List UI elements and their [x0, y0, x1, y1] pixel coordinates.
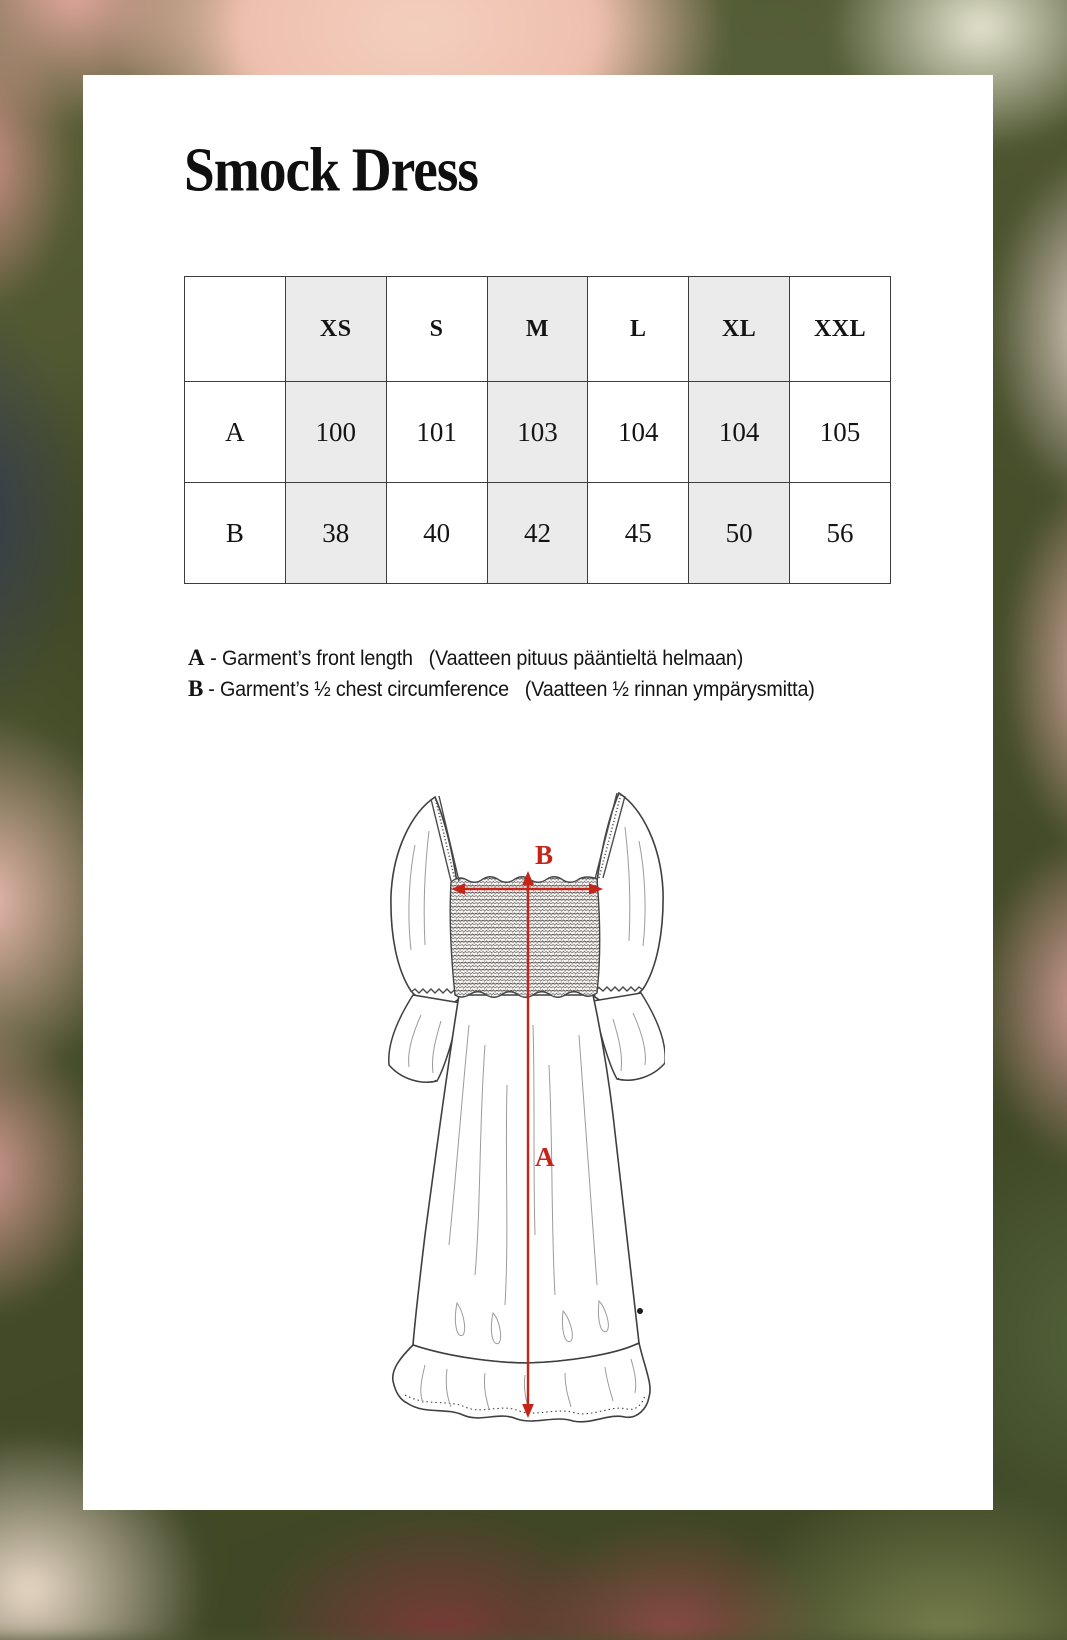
dress-sleeve-right: [591, 793, 665, 1080]
legend-key-a: A: [188, 645, 205, 670]
size-header-xl: XL: [689, 277, 790, 382]
table-row-a: [185, 382, 891, 483]
legend-text-a: - Garment’s front length (Vaatteen pituus pääntieltä helmaan): [204, 647, 743, 670]
legend-text-b: - Garment’s ½ chest circumference (Vaatteen ½ rinnan ympärysmitta): [203, 678, 815, 701]
size-header-l: L: [588, 277, 689, 382]
size-table-header-row: [185, 277, 891, 382]
table-corner-cell: [185, 277, 286, 382]
seam-dot: [637, 1308, 643, 1314]
cell-b-xxl: 56: [790, 483, 891, 584]
dress-straps: [431, 793, 625, 881]
cell-a-m: 103: [487, 382, 588, 483]
cell-b-m: 42: [487, 483, 588, 584]
legend-key-b: B: [188, 676, 204, 701]
dress-technical-drawing: [385, 785, 665, 1425]
size-header-m: M: [487, 277, 588, 382]
measurement-legend: [188, 645, 854, 707]
cell-a-xl: 104: [689, 382, 790, 483]
row-label-a: A: [185, 382, 286, 483]
size-table: [184, 276, 891, 584]
size-header-xs: XS: [285, 277, 386, 382]
legend-line-a: [188, 645, 854, 676]
legend-line-b: [188, 676, 854, 707]
page-title: Smock Dress: [184, 135, 478, 205]
diagram-label-a: A: [535, 1142, 555, 1172]
row-label-b: B: [185, 483, 286, 584]
cell-a-l: 104: [588, 382, 689, 483]
cell-a-xxl: 105: [790, 382, 891, 483]
dress-bodice: [450, 877, 599, 998]
size-chart-sheet: [83, 75, 993, 1510]
cell-a-s: 101: [386, 382, 487, 483]
diagram-label-b: B: [535, 840, 554, 870]
cell-b-l: 45: [588, 483, 689, 584]
size-header-s: S: [386, 277, 487, 382]
size-header-xxl: XXL: [790, 277, 891, 382]
table-row-b: [185, 483, 891, 584]
cell-b-xl: 50: [689, 483, 790, 584]
cell-b-xs: 38: [285, 483, 386, 584]
cell-a-xs: 100: [285, 382, 386, 483]
cell-b-s: 40: [386, 483, 487, 584]
